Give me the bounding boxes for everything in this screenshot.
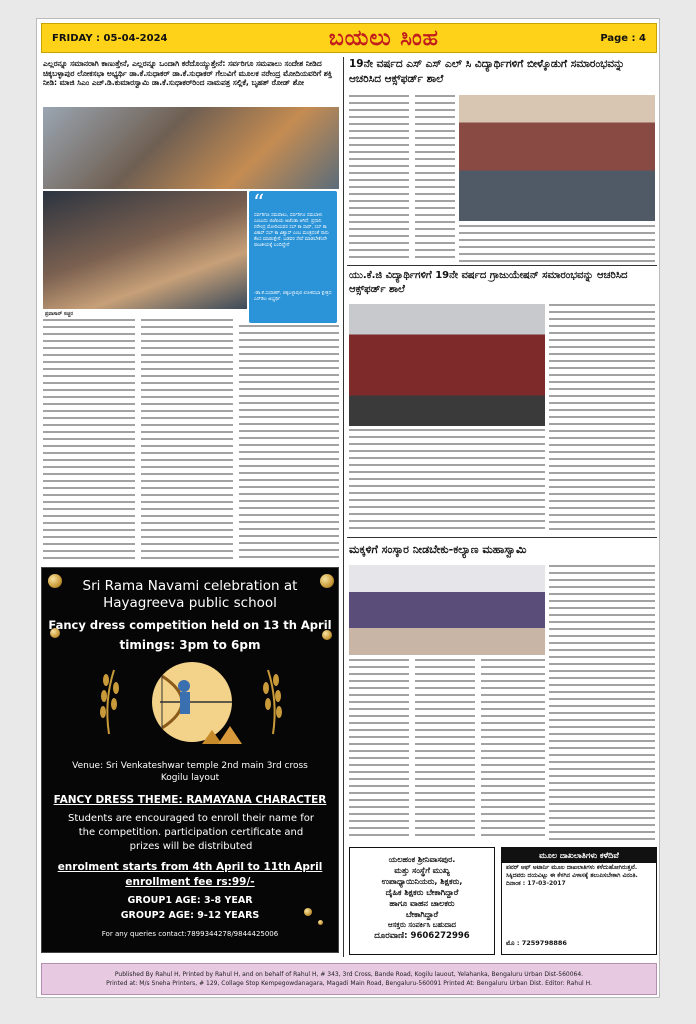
imprint-line1: Published By Rahul H, Printed by Rahul H, and on behalf of Rahul H, # 343, 3rd Cross, Bande Road, Kogilu lauout, Yelahanka, Bengaluru Urban Dist-560064. [114,971,584,978]
section-divider [347,537,657,538]
right-bottom-body-col1 [349,659,409,841]
ad-line2: ಮತ್ತು ಸಂಸ್ಥೆಗೆ ಮುಖ್ಯ [394,866,450,875]
wheat-left-icon [94,666,124,736]
column-divider [343,57,344,957]
sparkle-icon [304,908,312,916]
staff-wanted-ad [349,847,495,955]
poster-venue-line2: Kogilu layout [160,773,220,783]
poster-theme: FANCY DRESS THEME: RAMAYANA CHARACTER [53,794,327,806]
photo-caption: ಪ್ರವಾಸಾರ್ ಸಚ್ಚರ [45,311,74,317]
right-top-body-col3 [459,225,655,265]
ad-line4: ದೈಹಿಕ ಶಿಕ್ಷಕರು ಬೇಕಾಗಿದ್ದಾರೆ [385,888,459,897]
right-mid-body-col-left [349,429,545,533]
left-story-body-col3 [239,325,339,559]
left-story-body-col1 [43,319,135,559]
left-story-body-col2 [141,319,233,559]
ad-line1: ಯಲಹಂಕ ಶ್ರೀನಿವಾಸಪುರ. [388,855,456,864]
ukg-graduation-photo [349,304,545,426]
quote-attribution: -ಡಾ.ಕೆ.ಸುಧಾಕರ್, ಚಿಕ್ಕಬಳ್ಳಾಪುರ ಲೋಕಸಭಾ ಕ್ಷೇತ್ರದ ಎನ್‌ಡಿಎ ಅಭ್ಯರ್ಥಿ [254,291,332,302]
poster-title-line1: Sri Rama Navami celebration at [82,578,298,594]
right-bottom-headline: ಮಕ್ಕಳಿಗೆ ಸಂಸ್ಕಾರ ನೀಡಬೇಕು-ಕಲ್ಯಾಣ ಮಹಾಸ್ವಾಮಿ [349,543,527,556]
newspaper-title: ಬಯಲು ಸಿಂಹ [328,25,439,51]
ad-line3: ಉಪಾಧ್ಯಾಯಿನಿಯರು, ಶಿಕ್ಷಕರು, [381,877,463,886]
right-top-headline: 19ನೇ ವರ್ಷದ ಎಸ್ ಎಸ್ ಎಲ್ ಸಿ ವಿದ್ಯಾರ್ಥಿಗಳಿಗೆ ಬೀಳ್ಕೊಡುಗೆ ಸಮಾರಂಭವನ್ನು ಆಚರಿಸಿದ ಆಕ್ಸ್‌ಫರ್ಡ್ ಶಾಲೆ [349,58,625,85]
page-number: Page : 4 [600,32,646,44]
candidate-photo [43,191,247,309]
ad-phone: ದೂರವಾಣಿ: 9606272996 [374,931,470,941]
lost-ad-body: ಪವರ್ ಆಫ್ ಅಟಾರ್ನಿ ಮೂಲ ದಾಖಲಾತಿಗಳು ಕಳೆದುಹೋಗಿರುತ್ತವೆ. ಸಿಕ್ಕಿದವರು ದಯವಿಟ್ಟು ಈ ಕೆಳಗಿನ ವಿಳಾಸಕ್ಕೆ ತಲುಪಿಸಬೇಕಾಗಿ ವಿನಂತಿ. ದಿನಾಂಕ : 17-03-2017 [506,864,638,887]
poster-group2: GROUP2 AGE: 9-12 YEARS [120,910,260,921]
poster-body-line2: the competition. participation certificate and [78,827,304,838]
poster-fancy-dress-line: Fancy dress competition held on 13 th April [48,618,332,632]
sparkle-icon [318,920,323,925]
right-bottom-body-col3 [481,659,545,841]
ad-line5: ಹಾಗೂ ವಾಹನ ಚಾಲಕರು [389,899,455,908]
imprint-line2: Printed at: M/s Sneha Printers, # 129, Collage Stop Kempegowdanagara, Magadi Main Road, Bengaluru-560091 Printed At: Bengaluru Urban Dist. Editor: Rahul H. [106,980,592,987]
issue-date: FRIDAY : 05-04-2024 [52,32,168,44]
nomination-photo [43,107,339,189]
poster-body-line3: prizes will be distributed [129,841,253,852]
sslc-farewell-photo [459,95,655,221]
right-bottom-body-col2 [415,659,475,841]
rama-archer-illustration [132,656,252,748]
lost-ad-phone: ಮೊ : 7259798886 [506,939,567,947]
poster-group1: GROUP1 AGE: 3-8 YEAR [127,895,253,906]
event-stage-photo [349,565,545,655]
poster-enrolment-fee: enrollment fee rs:99/- [125,876,255,888]
ad-line6: ಬೇಕಾಗಿದ್ದಾರೆ [405,910,439,919]
right-bottom-body-col-right [549,565,655,841]
poster-venue-line1: Venue: Sri Venkateshwar temple 2nd main 3rd cross [72,761,308,771]
quote-mark-icon: “ [253,191,265,216]
section-divider [347,265,657,266]
lost-documents-ad [501,847,657,955]
poster-contact: For any queries contact:7899344278/9844425006 [101,930,279,938]
quote-box [249,191,337,323]
right-mid-headline: ಯು.ಕೆ.ಜಿ ವಿದ್ಯಾರ್ಥಿಗಳಿಗೆ 19ನೇ ವರ್ಷದ ಗ್ರಾಜುಯೇಷನ್ ಸಮಾರಂಭವನ್ನು ಆಚರಿಸಿದ ಆಕ್ಸ್‌ಫರ್ಡ್ ಶಾಲೆ [349,270,628,295]
newspaper-page [36,18,660,998]
right-top-body-col1 [349,95,409,263]
right-mid-body-col-right [549,304,655,534]
rama-navami-poster [41,567,339,953]
poster-timings: timings: 3pm to 6pm [119,638,261,652]
lost-ad-header: ಮೂಲ ದಾಖಲಾತಿಗಳು ಕಳೆದಿವೆ [502,848,656,863]
left-story-headline: ಎಲ್ಲರನ್ನೂ ಸಮಾನರಾಗಿ ಕಾಣುತ್ತೇನೆ, ಎಲ್ಲರನ್ನೂ ಒಂದಾಗಿ ಕರೆದೊಯ್ಯುತ್ತೇನೆ: ಸರ್ವರಿಗೂ ಸಮಪಾಲು ಸಂದೇಶ ನೀಡಿದ ಚಿಕ್ಕಬಳ್ಳಾಪುರ ಲೋಕಸಭಾ ಅಭ್ಯರ್ಥಿ ಡಾ.ಕೆ.ಸುಧಾಕರ್ ಡಾ.ಕೆ.ಸುಧಾಕರ್ ಗೆಲುವಿಗೆ ಮೂಲಕ ನರೇಂದ್ರ ಮೋದಿಯವರಿಗೆ ಶಕ್ತಿ ನೀಡಿ: ಮಾಜಿ ಸಿಎಂ ಎಚ್.ಡಿ.ಕುಮಾರಸ್ವಾಮಿ ಡಾ.ಕೆ.ಸುಧಾಕರ್‌ರಿಂದ ನಾಮಪತ್ರ ಸಲ್ಲಿಕೆ, ಬೃಹತ್ ರೋಡ್ ಶೋ [43,59,333,88]
wheat-right-icon [258,666,288,736]
ad-line7: ಆಸಕ್ತರು ಸಂಪರ್ಕಿಸಿ ಬಹುದಾದ [387,921,457,929]
poster-title-line2: Hayagreeva public school [103,595,277,611]
poster-enrolment-dates: enrolment starts from 4th April to 11th April [57,861,323,873]
right-top-body-col2 [415,95,455,263]
masthead [41,23,657,53]
quote-text: ಸರ್ವರಿಗೂ ಸಮಪಾಲು, ಸರ್ವರಿಗೂ ಸಮಬಾಳು ಎಂಬುದು ಬಿಜೆಪಿಯ ಅಜೆಂಡಾ ಆಗಿದೆ. ಪ್ರಧಾನಿ ನರೇಂದ್ರ ಮೋದಿಯವರ ಸಬ್ ಕಾ ಸಾಥ್, ಸಬ್ ಕಾ ವಿಕಾಸ್ ಸಬ್ ಕಾ ವಿಶ್ವಾಸ್ ಎಂಬ ಮಂತ್ರದಂತೆ ನಾನು ಕೆಲಸ ಮಾಡುತ್ತೇನೆ. ಬಡವರ ಸೇವೆ ಮಾಡಬೇಕೆಂದೇ ರಾಜಕೀಯಕ್ಕೆ ಬಂದಿದ್ದೇನೆ [254,213,329,248]
publisher-imprint [41,963,657,995]
poster-body-line1: Students are encouraged to enroll their name for [67,813,315,824]
